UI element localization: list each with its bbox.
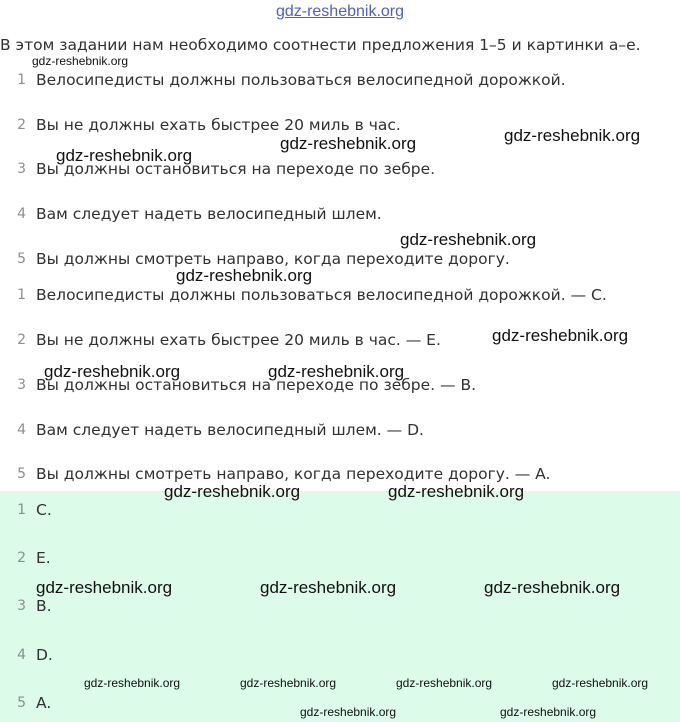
answer-item: [0, 498, 52, 522]
answer-item: [0, 643, 53, 667]
item-number: 1: [17, 72, 26, 88]
item-text: Велосипедисты должны пользоваться велосипедной дорожкой. — C.: [36, 286, 607, 304]
watermark: gdz-reshebnik.org: [280, 134, 417, 153]
item-text: A.: [36, 694, 52, 712]
item-text: Вы должны остановиться на переходе по зебре.: [36, 160, 436, 178]
sentence-item: [0, 202, 382, 226]
watermark: gdz-reshebnik.org: [388, 482, 525, 501]
site-link[interactable]: gdz-reshebnik.org: [275, 3, 405, 20]
watermark: gdz-reshebnik.org: [32, 54, 129, 68]
task-intro: В этом задании нам необходимо соотнести предложения 1–5 и картинки a–e.: [0, 36, 641, 54]
watermark: gdz-reshebnik.org: [176, 266, 313, 285]
watermark: gdz-reshebnik.org: [240, 676, 337, 690]
item-text: Вы не должны ехать быстрее 20 миль в час.: [36, 116, 401, 134]
item-number: 4: [17, 647, 26, 663]
watermark: gdz-reshebnik.org: [552, 676, 649, 690]
item-number: 5: [17, 251, 26, 267]
item-text: Вам следует надеть велосипедный шлем. — D.: [36, 421, 424, 439]
item-number: 1: [17, 502, 26, 518]
item-text: C.: [36, 501, 52, 519]
item-text: B.: [36, 597, 52, 615]
watermark: gdz-reshebnik.org: [400, 230, 537, 249]
watermark: gdz-reshebnik.org: [500, 705, 597, 719]
watermark: gdz-reshebnik.org: [260, 578, 397, 597]
item-number: 1: [17, 287, 26, 303]
item-number: 2: [17, 332, 26, 348]
site-header: [0, 0, 680, 26]
item-text: Вы должны остановиться на переходе по зебре. — B.: [36, 376, 477, 394]
watermark: gdz-reshebnik.org: [36, 578, 173, 597]
watermark: gdz-reshebnik.org: [492, 326, 629, 345]
item-number: 2: [17, 550, 26, 566]
sentence-item: [0, 68, 566, 92]
watermark: gdz-reshebnik.org: [484, 578, 621, 597]
watermark: gdz-reshebnik.org: [300, 705, 397, 719]
watermark: gdz-reshebnik.org: [504, 126, 641, 145]
watermark: gdz-reshebnik.org: [84, 676, 181, 690]
watermark: gdz-reshebnik.org: [56, 146, 193, 165]
item-text: D.: [36, 646, 53, 664]
watermark: gdz-reshebnik.org: [44, 362, 181, 381]
item-number: 4: [17, 206, 26, 222]
item-number: 5: [17, 466, 26, 482]
item-text: Вы не должны ехать быстрее 20 миль в час. — E.: [36, 331, 441, 349]
item-text: Вам следует надеть велосипедный шлем.: [36, 205, 382, 223]
answer-item: [0, 546, 51, 570]
answer-item: [0, 691, 51, 715]
watermark: gdz-reshebnik.org: [268, 362, 405, 381]
item-number: 4: [17, 422, 26, 438]
match-item: [0, 328, 441, 352]
item-number: 3: [17, 377, 26, 393]
item-number: 5: [17, 695, 26, 711]
watermark: gdz-reshebnik.org: [396, 676, 493, 690]
item-text: Велосипедисты должны пользоваться велосипедной дорожкой.: [36, 71, 566, 89]
item-number: 3: [17, 161, 26, 177]
item-text: E.: [36, 549, 51, 567]
watermark: gdz-reshebnik.org: [164, 482, 301, 501]
match-item: [0, 418, 424, 442]
item-text: Вы должны смотреть направо, когда переходите дорогу. — A.: [36, 465, 551, 483]
item-number: 3: [17, 598, 26, 614]
item-text: Вы должны смотреть направо, когда переходите дорогу.: [36, 250, 510, 268]
item-number: 2: [17, 117, 26, 133]
match-item: [0, 283, 607, 307]
